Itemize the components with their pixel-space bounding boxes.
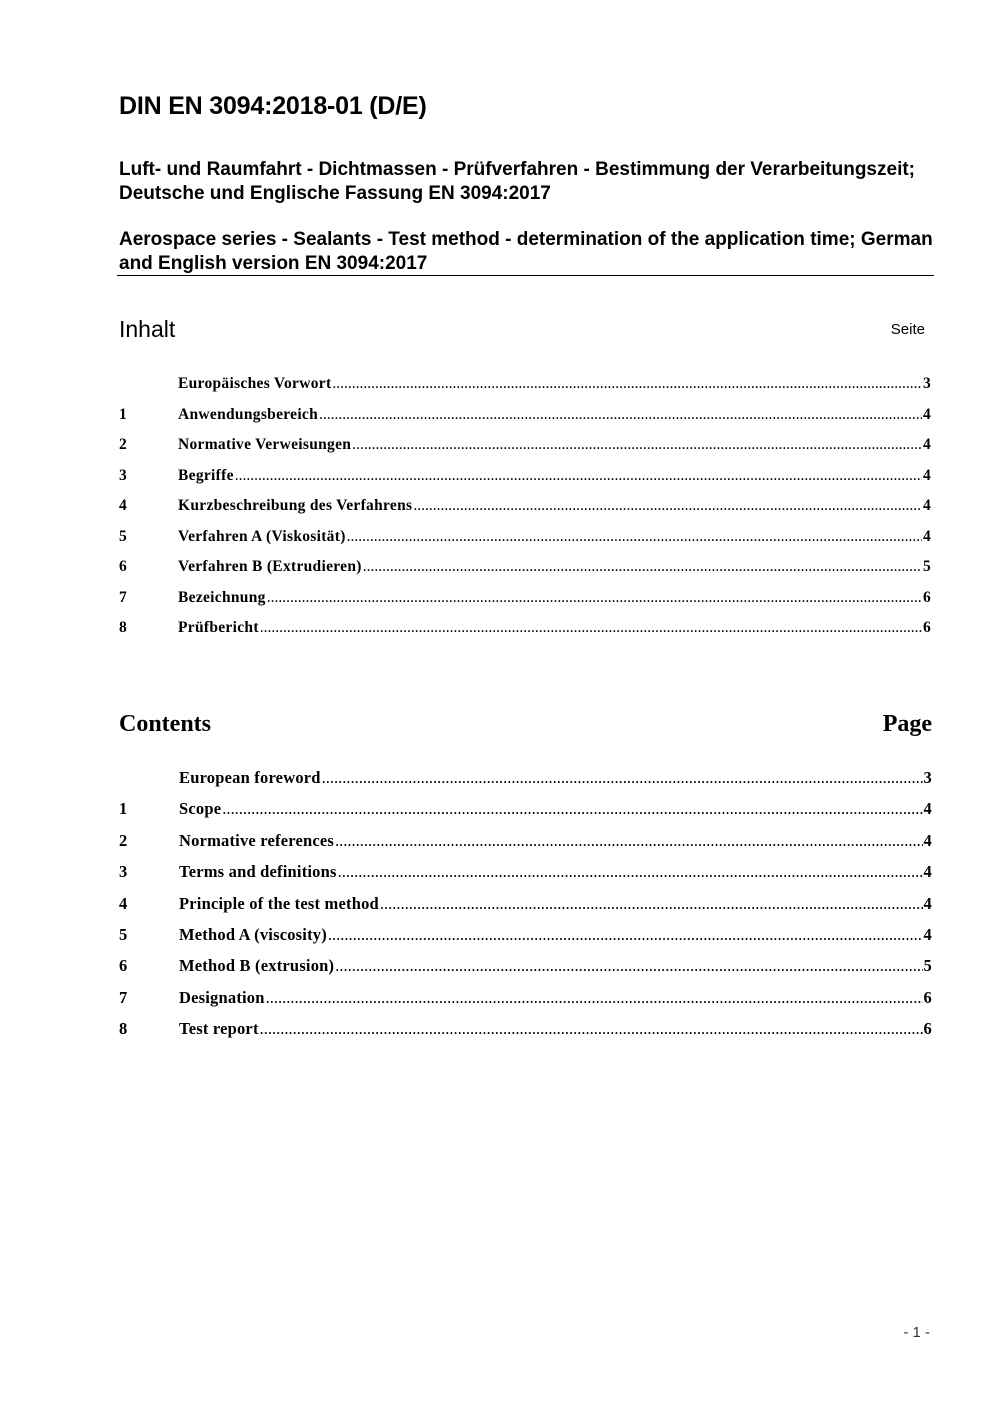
toc-dot-leader [319, 400, 922, 430]
toc-dot-leader [328, 919, 923, 950]
toc-entry[interactable] [119, 369, 931, 400]
toc-entry-number: 5 [119, 527, 128, 545]
toc-entry-page: 4 [922, 466, 931, 484]
toc-entry-number: 7 [119, 588, 128, 606]
toc-entry-page: 4 [922, 527, 931, 545]
toc-entry[interactable] [119, 430, 931, 461]
toc-entry-page: 4 [923, 862, 932, 882]
toc-entry-page: 4 [922, 405, 931, 423]
toc-entry[interactable] [119, 491, 931, 522]
toc-entry-title: Anwendungsbereich [178, 405, 319, 423]
toc-dot-leader [235, 461, 922, 491]
toc-entry[interactable] [119, 1013, 932, 1044]
toc-entry-title: Principle of the test method [179, 893, 379, 913]
toc-entry-title: Kurzbeschreibung des Verfahrens [178, 497, 413, 514]
toc-dot-leader [413, 491, 922, 521]
toc-entry-page: 3 [922, 375, 931, 392]
toc-dot-leader [352, 430, 922, 460]
toc-entry[interactable] [119, 613, 931, 644]
toc-dot-leader [335, 950, 922, 981]
toc-entry[interactable] [119, 400, 931, 431]
toc-entry-number: 2 [119, 436, 128, 453]
toc-dot-leader [267, 583, 922, 613]
toc-entry-title: Designation [179, 987, 265, 1007]
toc-entry-title: Method B (extrusion) [179, 956, 335, 976]
toc-entry[interactable] [119, 919, 932, 950]
toc-entry-page: 3 [923, 768, 932, 787]
toc-entry[interactable] [119, 856, 932, 887]
toc-entry-title: Verfahren A (Viskosität) [178, 527, 346, 545]
toc-entry-number: 2 [119, 830, 128, 850]
toc-entry-title: Bezeichnung [178, 588, 266, 606]
toc-heading-english: Contents [119, 711, 212, 737]
toc-entry-title: Europäisches Vorwort [178, 375, 332, 392]
toc-entry-number: 6 [119, 956, 128, 976]
toc-entry-page: 4 [922, 436, 931, 453]
toc-entry-page: 4 [923, 830, 932, 850]
toc-entry[interactable] [119, 825, 932, 856]
toc-entry[interactable] [119, 583, 931, 614]
toc-entry-page: 4 [923, 924, 932, 944]
toc-entry-number: 1 [119, 405, 128, 423]
toc-dot-leader [222, 793, 922, 824]
toc-entry-number: 4 [119, 497, 128, 514]
toc-entry-page: 6 [922, 588, 931, 606]
toc-entry-page: 4 [922, 497, 931, 514]
toc-entry-title: Scope [179, 799, 222, 819]
toc-entry-number: 3 [119, 862, 128, 882]
toc-entry-page: 6 [923, 1019, 932, 1039]
toc-dot-leader [347, 522, 922, 552]
page-number: - 1 - [903, 1324, 930, 1341]
toc-entry-number: 4 [119, 893, 128, 913]
toc-entry-title: Verfahren B (Extrudieren) [178, 558, 362, 575]
toc-dot-leader [332, 369, 922, 399]
toc-entry-number: 6 [119, 558, 128, 575]
toc-entry[interactable] [119, 950, 932, 981]
toc-entry-number: 3 [119, 466, 128, 484]
toc-dot-leader [260, 613, 922, 643]
table-of-contents-german [119, 369, 931, 644]
toc-entry-page: 6 [923, 987, 932, 1007]
toc-entry-page: 6 [922, 619, 931, 636]
toc-entry[interactable] [119, 888, 932, 919]
table-of-contents-english [119, 762, 932, 1045]
toc-entry[interactable] [119, 461, 931, 492]
toc-dot-leader [338, 856, 923, 887]
toc-entry-title: Normative Verweisungen [178, 436, 352, 453]
toc-dot-leader [380, 888, 923, 919]
toc-entry[interactable] [119, 793, 932, 824]
toc-entry-number: 8 [119, 1019, 128, 1039]
toc-entry[interactable] [119, 762, 932, 793]
toc-entry-title: Begriffe [178, 466, 234, 484]
subtitle-english: Aerospace series - Sealants - Test method - determination of the application time; German and English version EN 3094:2017 [119, 229, 933, 274]
toc-entry[interactable] [119, 982, 932, 1013]
toc-entry-page: 4 [923, 799, 932, 819]
toc-dot-leader [322, 762, 923, 793]
toc-heading-german: Inhalt [119, 316, 176, 342]
toc-entry-number: 5 [119, 924, 128, 944]
toc-dot-leader [266, 982, 923, 1013]
toc-entry-page: 5 [922, 558, 931, 575]
toc-entry-page: 5 [923, 956, 932, 976]
document-title: DIN EN 3094:2018-01 (D/E) [119, 92, 427, 120]
toc-entry-title: Prüfbericht [178, 619, 259, 636]
toc-entry-title: European foreword [179, 768, 321, 787]
toc-dot-leader [363, 552, 922, 582]
toc-entry-title: Test report [179, 1019, 259, 1039]
toc-entry-title: Normative references [179, 830, 335, 850]
toc-entry-page: 4 [923, 893, 932, 913]
header-divider [117, 275, 934, 276]
toc-entry-title: Terms and definitions [179, 862, 337, 882]
toc-entry-number: 8 [119, 619, 128, 636]
toc-page-label-german: Seite [890, 321, 925, 338]
subtitle-german: Luft- und Raumfahrt - Dichtmassen - Prüfverfahren - Bestimmung der Verarbeitungszeit; Deutsche und Englische Fassung EN 3094:2017 [119, 159, 915, 204]
toc-page-label-english: Page [882, 711, 932, 737]
toc-dot-leader [335, 825, 923, 856]
toc-dot-leader [260, 1013, 923, 1044]
toc-entry[interactable] [119, 522, 931, 553]
toc-entry-number: 1 [119, 799, 128, 819]
toc-entry-title: Method A (viscosity) [179, 924, 327, 944]
toc-entry[interactable] [119, 552, 931, 583]
toc-entry-number: 7 [119, 987, 128, 1007]
